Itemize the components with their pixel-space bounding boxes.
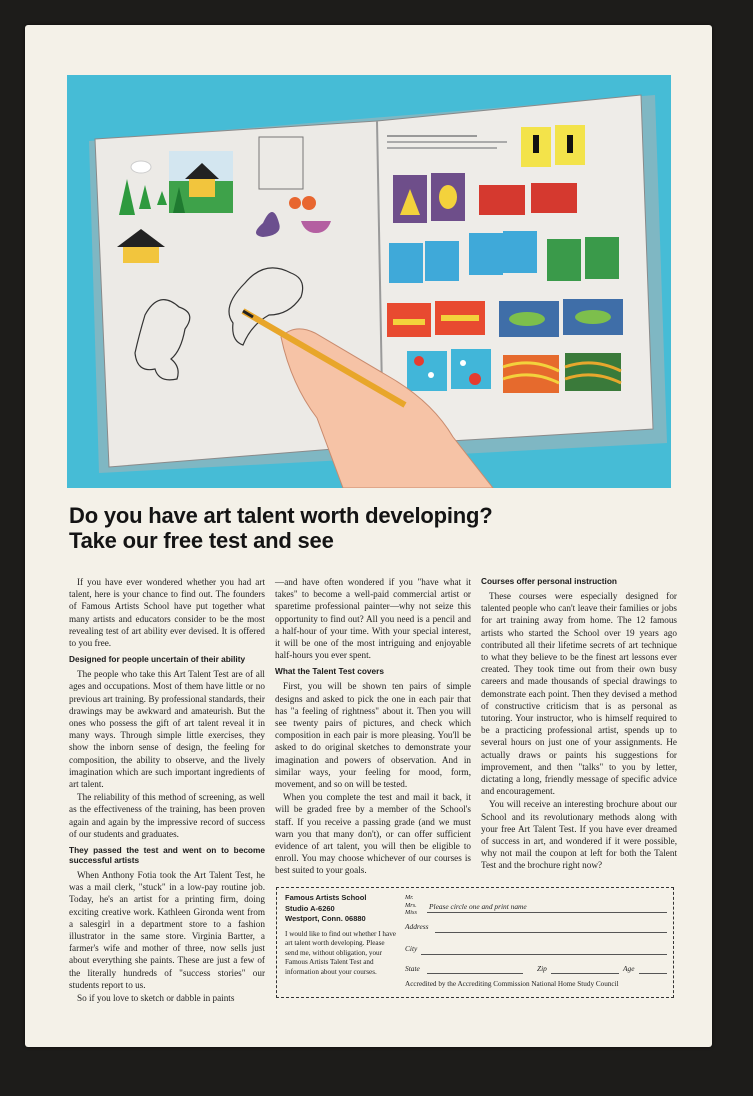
address-field[interactable] (435, 932, 667, 933)
city-field[interactable] (421, 954, 667, 955)
coupon-address-block (285, 893, 366, 925)
magazine-page (25, 25, 712, 1047)
col2-paragraph-1: —and have often wondered if you "have what it takes" to become a well-paid commercial artist or sparetime professional painter—why not seize this opportunity to find out? All you need is a pencil and a half-hour of your time. With your special interest, it will be one of the most intriguing and enjoyable half-hours you ever spent. (275, 577, 471, 661)
coupon-form[interactable] (405, 892, 667, 992)
col1-paragraph-4: When Anthony Fotia took the Art Talent Test, he was a mail clerk, "stuck" in a low-pay routine job. Today, he's an artist for a printing firm, doing exciting creative work. Kathleen Gironda went from a salesgirl in a department store to a fashion illustrator in the same store. Virginia Bartter, a farmer's wife and mother of three, now sells just about everything she paints. These are just a few of the literally hundreds of "success stories" our students report to us. (69, 870, 265, 990)
headline (69, 503, 493, 553)
art-test-illustration (67, 75, 671, 488)
address-label: Address (405, 922, 429, 931)
title-options[interactable] (405, 894, 417, 917)
zip-field[interactable] (551, 973, 619, 974)
age-label: Age (623, 964, 635, 973)
title-mr[interactable]: Mr. (405, 894, 414, 901)
col2-paragraph-3: When you complete the test and mail it back, it will be graded free by a member of the School's staff. If you receive a passing grade (and we must warn you that many don't), or can offer sufficient evidence of art talent, you will then be eligible to enroll. You may choose whichever of our courses is best suited to your goals. (275, 792, 471, 876)
coupon-city: Westport, Conn. 06880 (285, 914, 366, 923)
state-label: State (405, 964, 420, 973)
mail-in-coupon[interactable] (276, 887, 674, 998)
col1-paragraph-1: If you have ever wondered whether you had art talent, here is your chance to find out. The founders of Famous Artists School have put together what many artists and educators consider to be the most revealing test of art ability ever devised. It is offered to you free. (69, 577, 265, 649)
state-field[interactable] (427, 973, 523, 974)
col3-paragraph-2: You will receive an interesting brochure about our School and its revolutionary methods along with your free Art Talent Test. If you have ever dreamed of success in art, and wondered if it were possible, why not mail the coupon at left for both the Talent Test and the brochure right now? (481, 799, 677, 871)
coupon-school-name: Famous Artists School (285, 893, 367, 902)
name-field[interactable] (427, 912, 667, 913)
col2-subhead-1: What the Talent Test covers (275, 666, 384, 677)
col1-subhead-1: Designed for people uncertain of their ability (69, 654, 246, 665)
title-miss[interactable]: Miss (405, 909, 417, 916)
col1-paragraph-2: The people who take this Art Talent Test are of all ages and occupations. Most of them have little or no previous art training. By professional standards, their drawings may be awkward and amateurish. But the ones who possess the gift of art talent reveal it in many ways. Through simple little exercises, they show the inborn sense of design, the feeling for composition, the ability to observe, and the lively imagination which are such important ingredients of art talent. (69, 669, 265, 790)
headline-line-2: Take our free test and see (69, 528, 334, 553)
col1-subhead-2: They passed the test and went on to become successful artists (69, 845, 265, 866)
name-hint: Please circle one and print name (429, 902, 527, 911)
col1-paragraph-3: The reliability of this method of screening, as well as the effectiveness of the training, has been proven again and again by the impressive record of success of our students and graduates. (69, 792, 265, 839)
article-column-2 (275, 576, 471, 878)
col2-paragraph-2: First, you will be shown ten pairs of simple designs and asked to pick the one in each pair that has "a feeling of rightness" about it. Then you will see twenty pairs of pictures, and check which composition in each pair is more pleasing. You'll be asked to do original sketches to demonstrate your imagination and powers of observation. And in similar ways, your feeling for mood, form, movement, and so on will be tested. (275, 681, 471, 790)
article-column-3 (481, 576, 677, 873)
article-column-1 (69, 576, 265, 1005)
coupon-studio: Studio A-6260 (285, 903, 335, 913)
col3-subhead-1: Courses offer personal instruction (481, 576, 617, 586)
age-field[interactable] (639, 973, 667, 974)
col1-paragraph-5: So if you love to sketch or dabble in paints (77, 993, 235, 1004)
open-workbook-image (67, 75, 671, 488)
coupon-request-text: I would like to find out whether I have art talent worth developing. Please send me, without obligation, your Famous Artists Talent Test and information about your courses. (285, 930, 396, 976)
zip-label: Zip (537, 964, 547, 973)
title-mrs[interactable]: Mrs. (405, 901, 417, 909)
headline-line-1: Do you have art talent worth developing? (69, 503, 493, 528)
city-label: City (405, 944, 418, 953)
accreditation-note: Accredited by the Accrediting Commission National Home Study Council (405, 980, 619, 988)
col3-paragraph-1: These courses were especially designed for talented people who can't leave their families or jobs for art training away from home. The 12 famous artists who started the School over 19 years ago contributed all their lifetime secrets of art technique to what they believe to be the finest art lessons ever created. They took time out from their own busy careers and made thousands of special drawings to demonstrate each point. Then they devised a method of constructive criticism that is as personal as tutoring. Your instructor, who is himself required to be a practicing professional artist, spends up to several hours on just one of your assignments. He actually draws or paints his suggestions for improvement, and then "talks" to you by letter, dictating a long, friendly message of specific advice and encouragement. (481, 591, 677, 797)
